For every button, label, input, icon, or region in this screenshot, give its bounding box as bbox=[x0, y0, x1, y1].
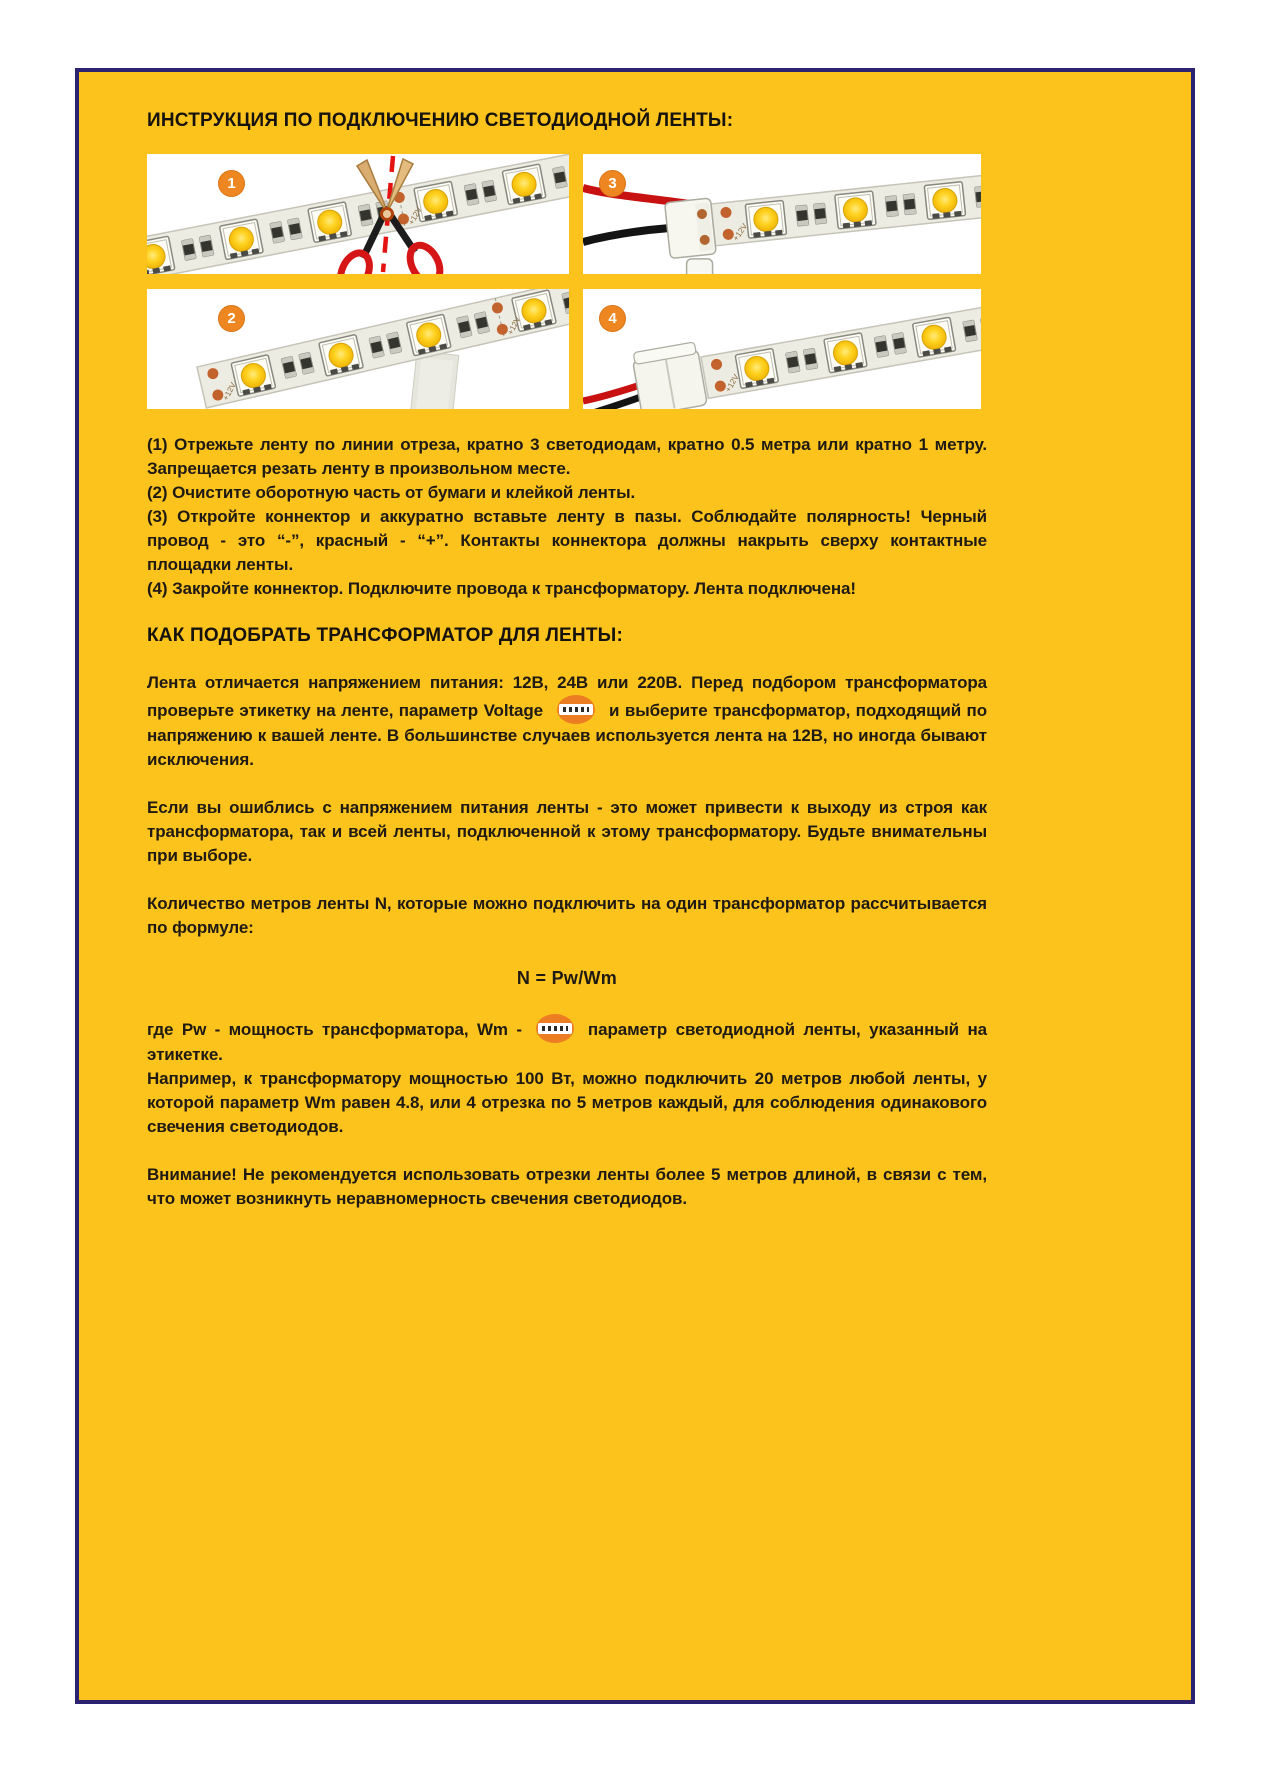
step-2-text: (2) Очистите оборотную часть от бумаги и клейкой ленты. bbox=[147, 483, 636, 502]
strip-label-icon bbox=[536, 1014, 574, 1043]
photo-badge: 1 bbox=[218, 170, 245, 197]
voltage-paragraph-before: Лента отличается напряжением питания: 12В, 24В или 220В. Перед подбором трансформатора проверьте этикетку на ленте, параметр Voltage bbox=[147, 673, 987, 720]
connector-closed bbox=[631, 342, 707, 409]
led-strip-cutting-illustration bbox=[147, 154, 569, 274]
led-strip-graphic bbox=[665, 154, 981, 274]
step-1-text: (1) Отрежьте ленту по линии отреза, кратно 3 светодиодам, кратно 0.5 метра или кратно 1 метру. Запрещается резать ленту в произвольном месте. bbox=[147, 435, 987, 478]
led-strip-closed-connector-illustration bbox=[583, 289, 981, 409]
led-strip-backing-tape-illustration bbox=[147, 289, 569, 409]
step-3-text: (3) Откройте коннектор и аккуратно вставьте ленту в пазы. Соблюдайте полярность! Черный провод - это “-”, красный - “+”. Контакты коннектора должны накрыть сверху контактные площадки ленты. bbox=[147, 507, 987, 574]
sheet-content bbox=[79, 72, 1191, 1211]
steps-block bbox=[147, 433, 987, 601]
formula-intro-paragraph: Количество метров ленты N, которые можно подключить на один трансформатор рассчитывается по формуле: bbox=[147, 894, 987, 937]
strip-label-icon bbox=[557, 695, 595, 724]
led-strip-graphic bbox=[631, 289, 981, 409]
photo-grid bbox=[147, 154, 987, 409]
photo-step-4 bbox=[583, 289, 981, 409]
photo-step-2 bbox=[147, 289, 569, 409]
photo-badge: 4 bbox=[599, 305, 626, 332]
voltage-paragraph-after: и выберите трансформатор, подходящий по напряжению к вашей ленте. В большинстве случаев используется лента на 12В, но иногда бывают исключения. bbox=[147, 701, 988, 769]
photo-badge: 3 bbox=[599, 170, 626, 197]
page-title: ИНСТРУКЦИЯ ПО ПОДКЛЮЧЕНИЮ СВЕТОДИОДНОЙ ЛЕНТЫ: bbox=[147, 110, 734, 131]
step-4-text: (4) Закройте коннектор. Подключите провода к трансформатору. Лента подключена! bbox=[147, 579, 856, 598]
pw-wm-paragraph-after: параметр светодиодной ленты, указанный на этикетке. bbox=[147, 1020, 987, 1064]
photo-step-3 bbox=[583, 154, 981, 274]
wrong-voltage-paragraph: Если вы ошиблись с напряжением питания ленты - это может привести к выходу из строя как трансформатора, так и всей ленты, подключенной к этому трансформатору. Будьте внимательны при выборе. bbox=[147, 798, 987, 865]
led-strip-graphic bbox=[197, 289, 569, 408]
pw-wm-paragraph-before: где Pw - мощность трансформатора, Wm - bbox=[147, 1020, 522, 1039]
photo-step-1 bbox=[147, 154, 569, 274]
example-paragraph: Например, к трансформатору мощностью 100 Вт, можно подключить 20 метров любой ленты, у которой параметр Wm равен 4.8, или 4 отрезка по 5 метров каждый, для соблюдения одинакового свечения светодиодов. bbox=[147, 1069, 987, 1136]
voltage-paragraph bbox=[147, 671, 987, 772]
photo-badge: 2 bbox=[218, 305, 245, 332]
section-heading: КАК ПОДОБРАТЬ ТРАНСФОРМАТОР ДЛЯ ЛЕНТЫ: bbox=[147, 625, 623, 646]
led-strip-open-connector-illustration bbox=[583, 154, 981, 274]
formula-explanation-block bbox=[147, 1014, 987, 1139]
warning-text: Внимание! Не рекомендуется использовать отрезки ленты более 5 метров длиной, в связи с тем, что может возникнуть неравномерность свечения светодиодов. bbox=[147, 1165, 987, 1208]
pw-wm-paragraph bbox=[147, 1014, 987, 1067]
formula: N = Pw/Wm bbox=[516, 968, 618, 988]
instruction-sheet bbox=[75, 68, 1195, 1704]
